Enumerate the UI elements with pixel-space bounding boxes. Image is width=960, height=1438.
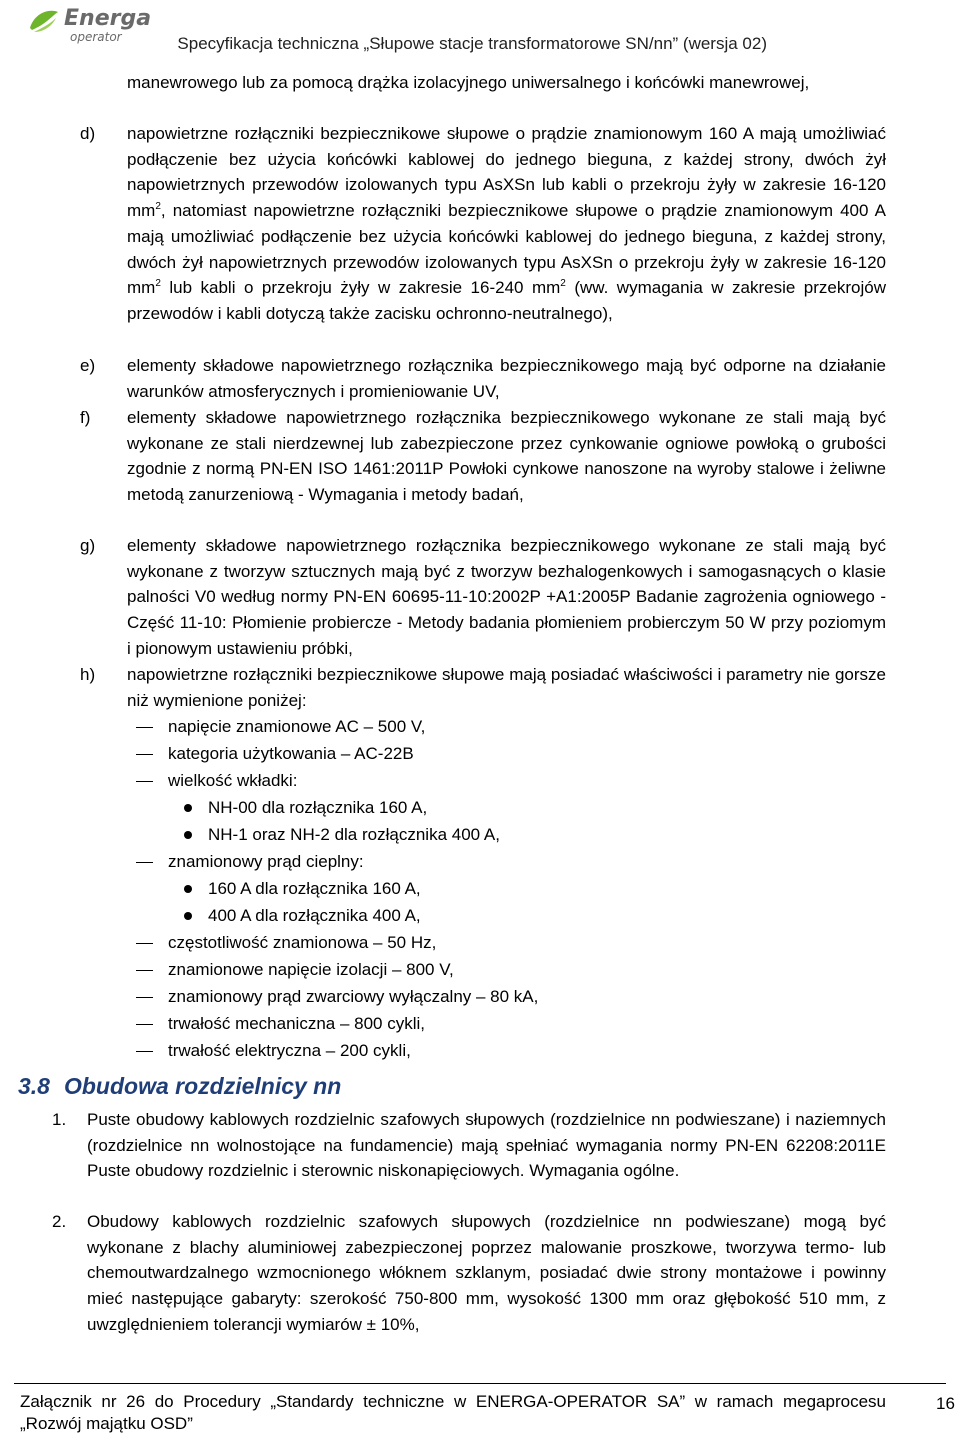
item-d-label: d): [80, 124, 96, 143]
numbered-item-1-label: 1.: [52, 1110, 67, 1129]
param-text: trwałość elektryczna – 200 cykli,: [168, 1041, 411, 1060]
dash-bullet: [136, 1051, 153, 1052]
dash-bullet: [136, 1024, 153, 1025]
dot-bullet: [184, 885, 192, 893]
item-e-text: elementy składowe napowietrznego rozłącznika bezpiecznikowego mają być odporne na działanie warunków atmosferycznych i promieniowanie UV,: [127, 356, 886, 401]
item-e-label: e): [80, 356, 96, 375]
item-d-text: [127, 121, 886, 327]
document-header-title: Specyfikacja techniczna „Słupowe stacje transformatorowe SN/nn” (wersja 02): [177, 34, 767, 53]
item-f-text: elementy składowe napowietrznego rozłącznika bezpiecznikowego wykonane ze stali mają być wykonane ze stali nierdzewnej lub zabezpieczone przez cynkowanie ogniowe powłoką o grubości zgodnie z normą PN-EN ISO 1461:2011P Powłoki cynkowe nanoszone na wyroby stalowe i żeliwne metodą zanurzeniową - Wymagania i metody badań,: [127, 408, 886, 505]
param-text: znamionowy prąd zwarciowy wyłączalny – 80 kA,: [168, 987, 539, 1006]
energa-leaf-icon: [28, 8, 60, 36]
item-h-label: h): [80, 665, 96, 684]
dash-bullet: [136, 970, 153, 971]
numbered-item-1-text: Puste obudowy kablowych rozdzielnic szafowych słupowych (rozdzielnice nn podwieszane) i naziemnych (rozdzielnice nn wolnostojące na fundamencie) mają spełniać wymagania normy PN-EN 62208:2011E Puste obudowy rozdzielnic i sterownic niskonapięciowych. Wymagania ogólne.: [87, 1110, 886, 1181]
sub-param-text: 400 A dla rozłącznika 400 A,: [208, 906, 421, 925]
param-text: znamionowy prąd cieplny:: [168, 852, 364, 871]
item-d-sup3: 2: [560, 278, 566, 290]
dash-bullet: [136, 727, 153, 728]
section-title: Obudowa rozdzielnicy nn: [63, 1073, 342, 1099]
dash-bullet: [136, 862, 153, 863]
sub-param-text: NH-1 oraz NH-2 dla rozłącznika 400 A,: [208, 825, 500, 844]
param-text: wielkość wkładki:: [168, 771, 298, 790]
intro-paragraph: manewrowego lub za pomocą drążka izolacyjnego uniwersalnego i końcówki manewrowej,: [127, 73, 810, 92]
param-text: napięcie znamionowe AC – 500 V,: [168, 717, 426, 736]
section-number: 3.8: [18, 1073, 50, 1099]
numbered-item-2-label: 2.: [52, 1212, 67, 1231]
item-d-part4: (ww. wymagania w zakresie przekrojów przewodów i kabli dotyczą także zacisku ochronno-neutralnego),: [127, 278, 886, 323]
footer-divider: [14, 1383, 946, 1384]
energa-operator-logo: [28, 6, 168, 48]
dash-bullet: [136, 781, 153, 782]
item-g-text: elementy składowe napowietrznego rozłącznika bezpiecznikowego wykonane ze stali mają być wykonane z tworzyw sztucznych mają być z tworzyw bezhalogenkowych i samogasnących o klasie palności V0 według normy PN-EN 60695-11-10:2002P +A1:2005P Badanie zagrożenia ogniowego - Część 11-10: Płomienie probiercze - Metody badania płomieniem probierczym 50 W przy poziomym i pionowym ustawieniu próbki,: [127, 536, 886, 658]
item-g-label: g): [80, 536, 96, 555]
item-d-sup2: 2: [155, 278, 161, 290]
page-number: 16: [936, 1394, 955, 1413]
item-d-part1: napowietrzne rozłączniki bezpiecznikowe słupowe o prądzie znamionowym 160 A mają umożliwiać podłączenie bez użycia końcówki kablowej do jednego bieguna, z każdej strony, dwóch żył napowietrznych przewodów izolowanych typu AsXSn lub kabli o przekroju żyły w zakresie 16-120 mm: [127, 124, 886, 221]
param-text: trwałość mechaniczna – 800 cykli,: [168, 1014, 426, 1033]
item-h-text: napowietrzne rozłączniki bezpiecznikowe słupowe mają posiadać właściwości i parametry nie gorsze niż wymienione poniżej:: [127, 665, 886, 710]
item-d-sup1: 2: [155, 201, 161, 213]
dash-bullet: [136, 754, 153, 755]
item-d-part3: lub kabli o przekroju żyły w zakresie 16-240 mm: [160, 278, 561, 298]
item-f-label: f): [80, 408, 91, 427]
param-text: znamionowe napięcie izolacji – 800 V,: [168, 960, 454, 979]
item-d-part2: , natomiast napowietrzne rozłączniki bezpiecznikowe słupowe o prądzie znamionowym 400 A mają umożliwiać podłączenie bez użycia końcówki kablowej do jednego bieguna, z każdej strony, dwóch żył napowietrznych przewodów izolowanych typu AsXSn o przekroju żyły w zakresie 16-120 mm: [127, 201, 886, 298]
dot-bullet: [184, 912, 192, 920]
logo-subtext: operator: [70, 30, 122, 44]
numbered-item-2-text: Obudowy kablowych rozdzielnic szafowych słupowych (rozdzielnice nn podwieszane) mogą być wykonane z blachy aluminiowej zabezpieczonej poprzez malowanie proszkowe, tworzywa termo- lub chemoutwardzalnego wzmocnionego włóknem szklanym, posiadać dwie strony montażowe i powinny mieć następujące gabaryty: szerokość 750-800 mm, wysokość 1300 mm oraz głębokość 510 mm, z uwzględnieniem tolerancji wymiarów ± 10%,: [87, 1212, 886, 1334]
param-text: częstotliwość znamionowa – 50 Hz,: [168, 933, 437, 952]
sub-param-text: NH-00 dla rozłącznika 160 A,: [208, 798, 428, 817]
sub-param-text: 160 A dla rozłącznika 160 A,: [208, 879, 421, 898]
dash-bullet: [136, 997, 153, 998]
section-heading: [18, 1073, 341, 1100]
logo-text: Energa: [64, 6, 152, 31]
dot-bullet: [184, 831, 192, 839]
param-text: kategoria użytkowania – AC-22B: [168, 744, 414, 763]
footer-text: Załącznik nr 26 do Procedury „Standardy techniczne w ENERGA-OPERATOR SA” w ramach megaprocesu „Rozwój majątku OSD”: [20, 1392, 886, 1433]
dash-bullet: [136, 943, 153, 944]
dot-bullet: [184, 804, 192, 812]
